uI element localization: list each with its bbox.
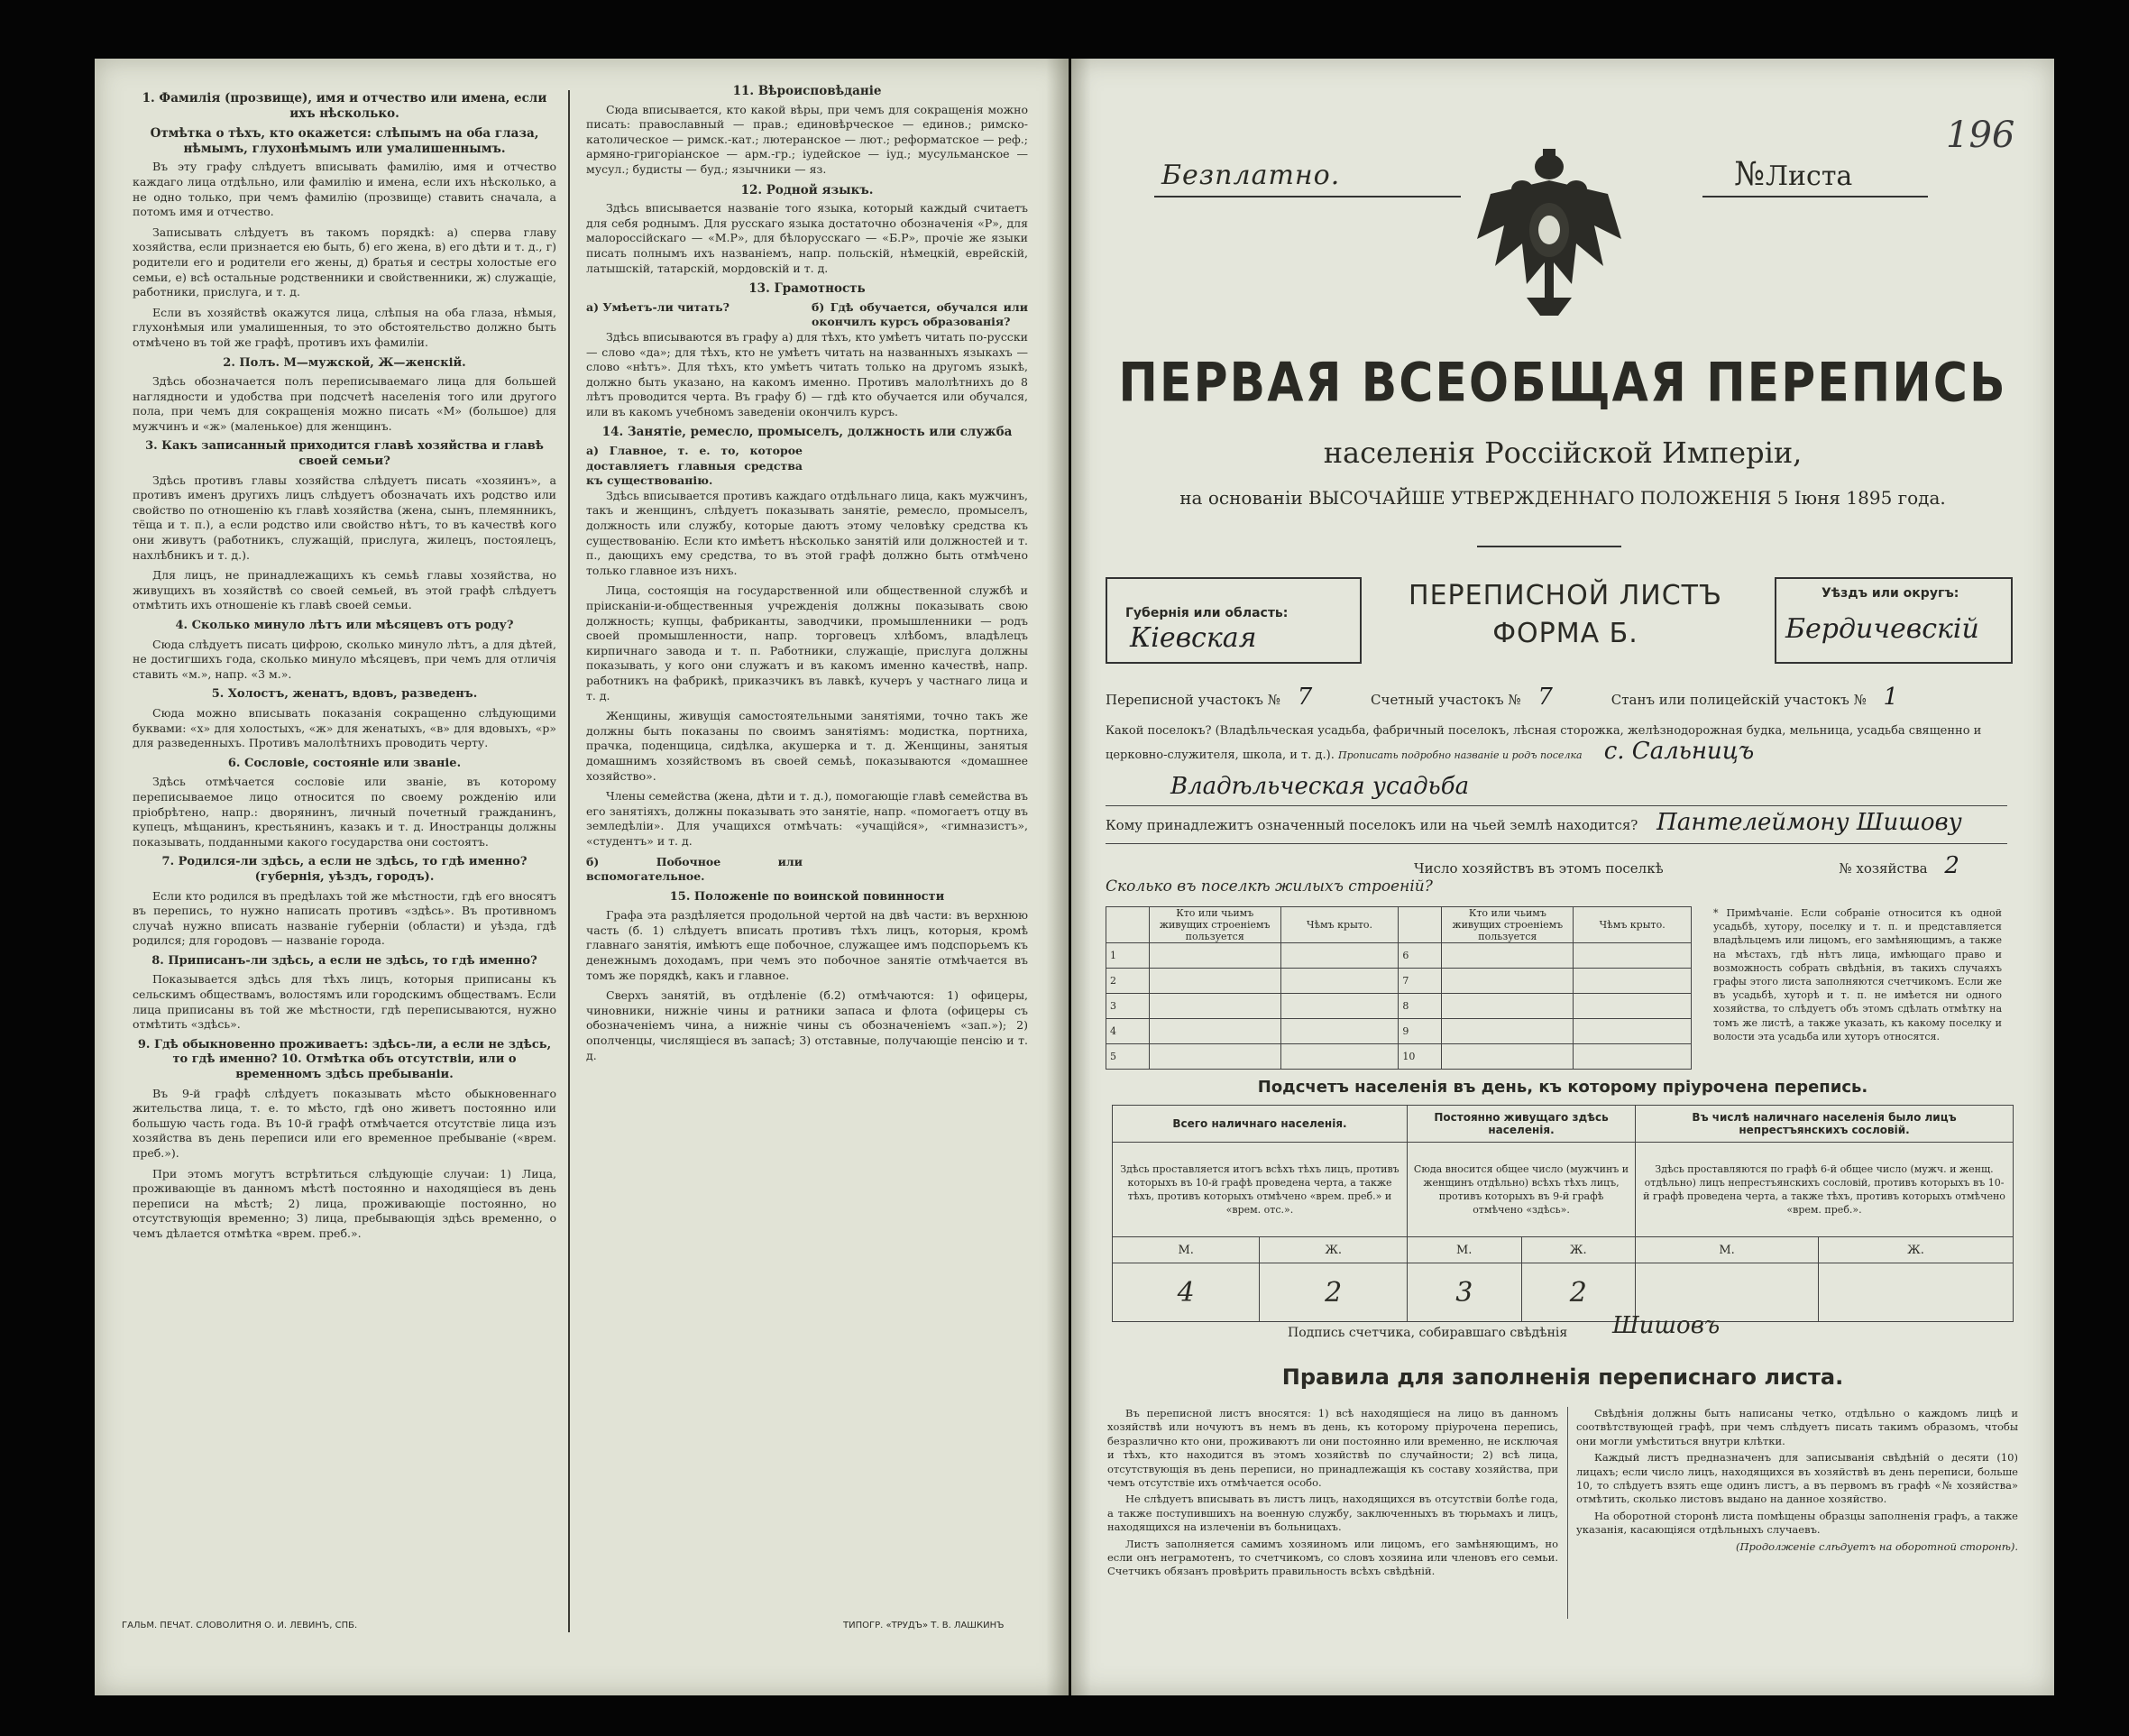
building-user xyxy=(1442,994,1574,1019)
census-form-page xyxy=(1071,59,2054,1695)
instruction-paragraph: Если въ хозяйствѣ окажутся лица, слѣпыя на оба глаза, нѣмыя, глухонѣмыя или умалишенныя, то это обстоятельство должно быть отмѣчено въ той же графѣ, противъ ихъ фамиліи. xyxy=(133,305,556,349)
rule-paragraph: На оборотной сторонѣ листа помѣщены образцы заполненія графъ, а также указанія, касающіяся отдѣльныхъ случаевъ. xyxy=(1576,1509,2018,1537)
households-count-label: Число хозяйствъ въ этомъ поселкѣ xyxy=(1414,860,1664,877)
instruction-paragraph: Сюда слѣдуетъ писать цифрою, сколько минуло лѣтъ, а для дѣтей, не достигшихъ года, сколько минуло мѣсяцевъ, при чемъ для отличія ставить «м.», напр. «3 м.». xyxy=(133,637,556,681)
rules-column-left xyxy=(1107,1407,1558,1582)
total-present-header: Всего наличнаго населенія. xyxy=(1113,1106,1408,1143)
instruction-heading: 1. Фамилія (прозвище), имя и отчество или имена, если ихъ нѣсколько. xyxy=(142,91,547,121)
instruction-paragraph: Для лицъ, не принадлежащихъ къ семьѣ главы хозяйства, но живущихъ въ хозяйствѣ со своей семьей, въ этой графѣ слѣдуетъ отмѣтить ихъ отношеніе къ главѣ своей семьи. xyxy=(133,568,556,612)
census-district-line xyxy=(1106,684,1898,711)
governorate-label: Губернія или область: xyxy=(1125,606,1289,620)
owner-line xyxy=(1106,809,1962,836)
enumerator-signature: Шишовъ xyxy=(1612,1312,1721,1339)
rules-divider xyxy=(1567,1407,1568,1619)
building-roof xyxy=(1280,943,1399,969)
sub-question-a: а) Умѣетъ-ли читать? xyxy=(586,299,730,314)
male-header: М. xyxy=(1407,1237,1521,1263)
region-header-row xyxy=(1106,577,2007,660)
building-user xyxy=(1149,1044,1280,1070)
sheet-number-label: Листа xyxy=(1766,161,1853,192)
count-district-label: Счетный участокъ № xyxy=(1371,692,1521,708)
instruction-heading: 4. Сколько минуло лѣтъ или мѣсяцевъ отъ роду? xyxy=(175,619,514,632)
building-user xyxy=(1442,1019,1574,1044)
settlement-type-note: Прописать подробно названіе и родъ поселка xyxy=(1338,749,1583,761)
police-district-label: Станъ или полицейскій участокъ № xyxy=(1611,692,1867,708)
male-header: М. xyxy=(1113,1237,1260,1263)
settlement-name-value: с. Сальницъ xyxy=(1603,738,1755,765)
building-number: 7 xyxy=(1399,969,1442,994)
census-district-label: Переписной участокъ № xyxy=(1106,692,1280,708)
building-roof xyxy=(1574,1044,1692,1070)
instruction-paragraph: Здѣсь вписывается противъ каждаго отдѣльнаго лица, какъ мужчинъ, такъ и женщинъ, слѣдуетъ показывать занятіе, ремесло, промыселъ, должность или службу, которые даютъ этому человѣку средства къ существованію. Если кто имѣетъ нѣсколько занятій или должностей и т. п., дающихъ ему средства, то въ этой графѣ должно быть отмѣчено только главное изъ нихъ. xyxy=(586,488,1028,577)
instructions-column-middle xyxy=(586,78,1028,1612)
settlement-type-label: Какой поселокъ? (Владѣльческая усадьба, фабричный поселокъ, лѣсная сторожка, желѣзнодорожная будка, мельница, усадьба священно и церковно-служителя, школа, и т. д.). xyxy=(1106,724,1982,762)
rule-paragraph: Каждый листъ предназначенъ для записыванія свѣдѣній о десяти (10) лицахъ; если число лицъ, находящихся въ хозяйствѣ въ день переписи, больше 10, то слѣдуетъ взять еще одинъ листъ, а въ первомъ въ графѣ «№ хозяйства» отмѣтить, сколько листовъ выдано на данное хозяйство. xyxy=(1576,1451,2018,1506)
permanent-residents-header: Постоянно живущаго здѣсь населенія. xyxy=(1407,1106,1635,1143)
building-roof xyxy=(1280,1019,1399,1044)
rule-paragraph: Не слѣдуетъ вписывать въ листъ лицъ, находящихся въ отсутствіи болѣе года, а также поступившихъ на военную службу, заключенныхъ въ тюрьмахъ и лицъ, находящихся на излеченіи въ больницахъ. xyxy=(1107,1493,1558,1534)
book-fold-shadow xyxy=(1046,59,1091,1695)
district-label: Уѣздъ или округъ: xyxy=(1822,586,1959,601)
buildings-table-row xyxy=(1106,994,1692,1019)
column-divider xyxy=(568,90,570,1632)
buildings-col-roof-2: Чѣмъ крыто. xyxy=(1574,907,1692,943)
female-header: Ж. xyxy=(1260,1237,1408,1263)
instruction-heading: 12. Родной языкъ. xyxy=(740,182,874,197)
owner-value: Пантелеймону Шишову xyxy=(1656,809,1962,836)
printer-imprint-left: ГАЛЬМ. ПЕЧАТ. СЛОВОЛИТНЯ О. И. ЛЕВИНЪ, СПБ. xyxy=(122,1621,358,1630)
handwritten-page-number: 196 xyxy=(1946,115,2015,156)
building-number: 1 xyxy=(1106,943,1150,969)
building-number: 9 xyxy=(1399,1019,1442,1044)
sub-question-a: а) Главное, т. е. то, которое доставляетъ главныя средства къ существованію. xyxy=(586,444,803,488)
instruction-paragraph: Сверхъ занятій, въ отдѣленіе (б.2) отмѣчаются: 1) офицеры, чиновники, нижніе чины и ратники запаса и флота (офицеры съ обозначеніемъ чина, а нижніе чины съ обозначеніемъ «зап.»); 2) ополченцы, числящіеся въ запасѣ; 3) отставные, получающіе пенсію и т. д. xyxy=(586,988,1028,1062)
rule-paragraph: Въ переписной листъ вносятся: 1) всѣ находящіеся на лицо въ данномъ хозяйствѣ или ночуютъ въ немъ въ день, къ которому пріурочена перепись, безразлично кто они, проживаютъ ли они постоянно или временно, не исключая и тѣхъ, кто находится въ этомъ хозяйствѣ по случайности; 2) всѣ лица, отсутствующія въ день переписи, но принадлежащія къ составу хозяйства, при чемъ отсутствіе ихъ отмѣчается особо. xyxy=(1107,1407,1558,1490)
instruction-paragraph: Здѣсь обозначается полъ переписываемаго лица для большей наглядности и удобства при подсчетѣ населенія того или другого пола, при чемъ для сокращенія можно писать «М» (большое) для мужчинъ и «ж» (маленькое) для женщинъ. xyxy=(133,374,556,433)
instruction-heading: 15. Положеніе по воинской повинности xyxy=(669,889,945,904)
double-headed-eagle-emblem xyxy=(1473,140,1626,320)
sub-question xyxy=(586,444,1028,489)
rule-paragraph: Свѣдѣнія должны быть написаны четко, отдѣльно о каждомъ лицѣ и соотвѣтствующей графѣ, при чемъ слѣдуетъ писать такимъ образомъ, чтобы они могли умѣститься внутри клѣтки. xyxy=(1576,1407,2018,1447)
building-roof xyxy=(1280,994,1399,1019)
rules-title: Правила для заполненія переписнаго листа. xyxy=(1281,1364,1844,1390)
buildings-col-user-2: Кто или чьимъ живущих строеніемъ пользуется xyxy=(1442,907,1574,943)
district-box xyxy=(1775,577,2013,664)
household-number-value: 2 xyxy=(1944,852,1959,879)
sheet-number-symbol: № xyxy=(1734,156,1766,193)
form-title-form: ФОРМА Б. xyxy=(1492,618,1638,649)
census-district-value: 7 xyxy=(1297,684,1313,711)
instruction-heading: 11. Вѣроисповѣданіе xyxy=(732,84,882,98)
sub-question-b xyxy=(812,855,1028,885)
instruction-heading: 6. Сословіе, состояніе или званіе. xyxy=(227,756,462,770)
household-number-label: № хозяйства xyxy=(1839,860,1928,877)
settlement-type-line xyxy=(1106,721,2016,766)
sub-question-a: б) Побочное или вспомогательное. xyxy=(586,854,803,884)
building-number: 6 xyxy=(1399,943,1442,969)
building-number: 8 xyxy=(1399,994,1442,1019)
settlement-kind-value: Владѣльческая усадьба xyxy=(1170,773,1470,800)
instruction-paragraph: Записывать слѣдуетъ въ такомъ порядкѣ: а) сперва главу хозяйства, если признается ею быть, б) его жена, в) его дѣти и т. д., г) родители его и родители его жены, д) братья и сестры холостые его семьи, е) всѣ остальные родственники и свойственники, ж) служащіе, работники, прислуга, и т. д. xyxy=(133,225,556,299)
female-header: Ж. xyxy=(1521,1237,1636,1263)
buildings-col-user: Кто или чьимъ живущих строеніемъ пользуется xyxy=(1149,907,1280,943)
building-number: 5 xyxy=(1106,1044,1150,1070)
instruction-paragraph: Показывается здѣсь для тѣхъ лицъ, которыя приписаны къ сельскимъ обществамъ, волостямъ или городскимъ обществамъ. Если лица приписаны въ той же мѣстности, гдѣ переписываются, нужно отмѣтить «здѣсь». xyxy=(133,972,556,1032)
instruction-paragraph: Сюда вписывается, кто какой вѣры, при чемъ для сокращенія можно писать: православный — прав.; единовѣрческое — единов.; римско-католическое — римск.-кат.; лютеранское — лют.; реформатское — реф.; армяно-григоріанское — арм.-гр.; іудейское — іуд.; мусульманское — муcул.; будисты — буд.; язычники — яз. xyxy=(586,102,1028,176)
rules-column-right xyxy=(1576,1407,2018,1554)
buildings-table-row xyxy=(1106,1044,1692,1070)
instruction-paragraph: Графа эта раздѣляется продольной чертой на двѣ части: въ верхнюю часть (б. 1) слѣдуетъ вписать противъ тѣхъ лицъ, которыя, кромѣ главнаго занятія, имѣютъ еще побочное, служащее имъ подспорьемъ къ денежнымъ доходамъ, при чемъ это побочное занятіе отмѣчается въ томъ же порядкѣ, какъ и главное. xyxy=(586,908,1028,982)
title-rule xyxy=(1477,546,1621,547)
instruction-paragraph: При этомъ могутъ встрѣтиться слѣдующіе случаи: 1) Лица, проживающіе въ данномъ мѣстѣ постоянно и находящіеся въ день переписи на мѣстѣ; 2) лица, проживающіе постоянно, но отсутствующія временно; 3) лица, пребывающія здѣсь временно, о чемъ дѣлается отмѣтка «врем. преб.». xyxy=(133,1166,556,1240)
building-user xyxy=(1149,943,1280,969)
instruction-heading: 5. Холостъ, женатъ, вдовъ, разведенъ. xyxy=(211,687,478,702)
form-title-sheet: ПЕРЕПИСНОЙ ЛИСТЪ xyxy=(1409,580,1722,611)
header-rule-right xyxy=(1702,196,1928,197)
building-number: 3 xyxy=(1106,994,1150,1019)
instruction-heading: 7. Родился-ли здѣсь, а если не здѣсь, то гдѣ именно? (губернія, уѣздъ, городъ). xyxy=(161,855,528,884)
instruction-paragraph: Сюда можно вписывать показанія сокращенно слѣдующими буквами: «х» для холостыхъ, «ж» для женатыхъ, «в» для вдовыхъ, «р» для разведенныхъ. Противъ малолѣтнихъ проводить черту. xyxy=(133,705,556,750)
permanent-residents-desc: Сюда вносится общее число (мужчинъ и женщинъ отдѣльно) всѣхъ тѣхъ лицъ, противъ которыхъ въ 9-й графѣ отмѣчено «здѣсь». xyxy=(1407,1143,1635,1237)
total-present-male: 4 xyxy=(1113,1263,1260,1322)
instruction-paragraph: Члены семейства (жена, дѣти и т. д.), помогающіе главѣ семейства въ его занятіяхъ, должны показывать это занятіе, напр. «помогаетъ отцу въ земледѣліи». Для учащихся отмѣчать: «учащійся», «гимназистъ», «студентъ» и т. д. xyxy=(586,789,1028,848)
instruction-heading: 3. Какъ записанный приходится главѣ хозяйства и главѣ своей семьи? xyxy=(145,439,544,469)
instruction-paragraph: Въ эту графу слѣдуетъ вписывать фамилію, имя и отчество каждаго лица отдѣльно, или фамилію и имена, если ихъ нѣсколько, а не одно только, при чемъ фамилію (прозвище) ставить сначала, а потомъ имя и отчество. xyxy=(133,160,556,219)
instruction-heading: Отмѣтка о тѣхъ, кто окажется: слѣпымъ на оба глаза, нѣмымъ, глухонѣмымъ или умалишеннымъ. xyxy=(150,126,539,156)
free-of-charge-label: Безплатно. xyxy=(1161,160,1341,191)
female-header: Ж. xyxy=(1819,1237,2014,1263)
male-header: М. xyxy=(1636,1237,1819,1263)
settlement-underline xyxy=(1106,805,2007,806)
rule-paragraph: Листъ заполняется самимъ хозяиномъ или лицомъ, его замѣняющимъ, но если онъ неграмотенъ, то счетчикомъ, со словъ хозяина или членовъ его семьи. Счетчикъ обязанъ провѣрить правильность всѣхъ свѣдѣній. xyxy=(1107,1537,1558,1578)
buildings-table-row xyxy=(1106,969,1692,994)
subtitle: населенія Россійской Имперіи, xyxy=(1323,436,1803,470)
instructions-column-left xyxy=(133,86,556,1592)
instruction-heading: 9. Гдѣ обыкновенно проживаетъ: здѣсь-ли, а если не здѣсь, то гдѣ именно? 10. Отмѣтка объ отсутствіи, или о временномъ здѣсь пребываніи. xyxy=(137,1037,552,1082)
households-line xyxy=(1414,852,1959,879)
building-roof xyxy=(1574,994,1692,1019)
buildings-table-body xyxy=(1106,943,1692,1070)
buildings-heading: Сколько въ поселкѣ жилыхъ строеній? xyxy=(1106,877,1433,896)
building-roof xyxy=(1574,943,1692,969)
building-roof xyxy=(1280,1044,1399,1070)
header-rule-left xyxy=(1154,196,1461,197)
instruction-heading: 8. Приписанъ-ли здѣсь, а если не здѣсь, то гдѣ именно? xyxy=(151,953,537,968)
non-peasant-female xyxy=(1819,1263,2014,1322)
sub-question xyxy=(586,300,1028,330)
building-user xyxy=(1442,969,1574,994)
instruction-paragraph: Здѣсь вписываются въ графу а) для тѣхъ, кто умѣетъ читать по-русски — слово «да»; для тѣхъ, кто не умѣетъ читать на названныхъ языкахъ — слово «нѣтъ». Для тѣхъ, кто умѣетъ читать только на другомъ языкѣ, должно быть указано, на какомъ именно. Противъ малолѣтнихъ до 8 лѣтъ проводится черта. Въ графу б) — гдѣ кто обучается или обучался, или въ какомъ учебномъ заведеніи окончилъ курсъ. xyxy=(586,329,1028,418)
instruction-paragraph: Въ 9-й графѣ слѣдуетъ показывать мѣсто обыкновеннаго жительства лица, т. е. то мѣсто, гдѣ оно живетъ постоянно или большую часть года. Въ 10-й графѣ отмѣчается отсутствіе лица изъ хозяйства въ день переписи или его временное пребываніе («врем. преб.»). xyxy=(133,1086,556,1160)
instruction-paragraph: Если кто родился въ предѣлахъ той же мѣстности, гдѣ его вносятъ въ перепись, то нужно написать противъ «здѣсь». Въ противномъ случаѣ нужно вписать названіе губерніи (области) и уѣзда, гдѣ родился; для городовъ — названіе города. xyxy=(133,888,556,948)
non-peasant-header: Въ числѣ наличнаго населенія было лицъ непрестъянскихъ сословій. xyxy=(1636,1106,2014,1143)
total-present-desc: Здѣсь проставляется итогъ всѣхъ тѣхъ лицъ, противъ которыхъ въ 10-й графѣ проведена черта, а также тѣхъ, противъ которыхъ отмѣчено «врем. преб.» и «врем. отс.». xyxy=(1113,1143,1408,1237)
building-number: 4 xyxy=(1106,1019,1150,1044)
building-roof xyxy=(1574,1019,1692,1044)
left-page xyxy=(95,59,1069,1695)
total-present-female: 2 xyxy=(1260,1263,1408,1322)
building-roof xyxy=(1280,969,1399,994)
buildings-table xyxy=(1106,906,1692,1070)
building-user xyxy=(1149,1019,1280,1044)
form-title xyxy=(1358,577,1773,653)
building-number: 2 xyxy=(1106,969,1150,994)
buildings-table-row xyxy=(1106,1019,1692,1044)
sub-question-b: б) Гдѣ обучается, обучался или окончилъ курсъ образованія? xyxy=(812,299,1028,329)
population-count-table xyxy=(1112,1105,2014,1322)
instruction-paragraph: Здѣсь противъ главы хозяйства слѣдуетъ писать «хозяинъ», а противъ именъ другихъ лицъ слѣдуетъ обозначать ихъ родство или свойство по отношенію къ главѣ хозяйства (жена, сынъ, племянникъ, тёща и т. п.), а если родство или свойство нѣтъ, то въ качествѣ кого они живутъ (работникъ, служащій, прислуга, жилецъ, постоялецъ, нахлѣбникъ и т. д.). xyxy=(133,473,556,562)
permanent-male: 3 xyxy=(1407,1263,1521,1322)
building-user xyxy=(1442,1044,1574,1070)
instruction-heading: 2. Полъ. М—мужской, Ж—женскій. xyxy=(223,355,466,370)
printer-imprint-right: ТИПОГР. «ТРУДЪ» Т. В. ЛАШКИНЪ xyxy=(843,1621,1005,1630)
instruction-paragraph: Женщины, живущія самостоятельными занятіями, точно такъ же должны быть показаны по своимъ занятіямъ: модистка, портниха, прачка, поденщица, сидѣлка, акушерка и т. д. Женщины, занятыя домашнимъ хозяйствомъ въ своей семьѣ, показываются «домашнее хозяйство». xyxy=(586,709,1028,783)
continued-note: (Продолженіе слѣдуетъ на оборотной сторонѣ). xyxy=(1736,1539,2018,1553)
buildings-col-roof: Чѣмъ крыто. xyxy=(1280,907,1399,943)
enumerator-signature-label: Подпись счетчика, собиравшаго свѣдѣнія xyxy=(1288,1326,1568,1340)
buildings-table-row xyxy=(1106,943,1692,969)
sub-question-b xyxy=(812,444,1028,489)
building-user xyxy=(1149,969,1280,994)
police-district-value: 1 xyxy=(1883,684,1899,711)
permanent-female: 2 xyxy=(1521,1263,1636,1322)
settlement-kind-line xyxy=(1170,773,1469,800)
count-district-value: 7 xyxy=(1537,684,1553,711)
building-user xyxy=(1149,994,1280,1019)
building-number: 10 xyxy=(1399,1044,1442,1070)
main-title: ПЕРВАЯ ВСЕОБЩАЯ ПЕРЕПИСЬ xyxy=(1118,352,2007,415)
owner-label: Кому принадлежитъ означенный поселокъ или на чьей землѣ находится? xyxy=(1106,817,1638,833)
governorate-value: Кіевская xyxy=(1130,622,1257,654)
owner-underline xyxy=(1106,843,2007,844)
legal-basis: на основаніи ВЫСОЧАЙШЕ УТВЕРЖДЕННАГО ПОЛОЖЕНІЯ 5 Іюня 1895 года. xyxy=(1179,487,1946,509)
non-peasant-desc: Здѣсь проставляются по графѣ 6-й общее число (мужч. и женщ. отдѣльно) лицъ непрестъянскихъ сословій, противъ которыхъ въ 10-й графѣ проведена черта, а также тѣхъ, противъ которыхъ отмѣчено «врем. преб.». xyxy=(1636,1143,2014,1237)
building-roof xyxy=(1574,969,1692,994)
population-count-title: Подсчетъ населенія въ день, къ которому пріурочена перепись. xyxy=(1257,1078,1868,1097)
footnote: * Примѣчаніе. Если собраніе относится къ одной усадьбѣ, хутору, поселку и т. п. и представляется владѣльцемъ или лицомъ, его замѣняющимъ, а также на мѣстахъ, гдѣ нѣтъ лица, имѣющаго право и возможность собрать свѣдѣнія, въ такихъ случаяхъ графы этого листа заполняются счетчикомъ. Если же въ усадьбѣ, хуторѣ и т. п. не имѣется ни одного хозяйства, то слѣдуетъ объ этомъ сдѣлать отмѣтку на томъ же листѣ, а также указать, къ какому поселку и волости эта усадьба или хуторъ относятся. xyxy=(1713,907,2002,1043)
governorate-box xyxy=(1106,577,1362,664)
instruction-paragraph: Здѣсь вписывается названіе того языка, который каждый считаетъ для себя роднымъ. Для русскаго языка достаточно обозначенія «Р», для малороссійскаго — «М.Р», для бѣлорусскаго — «Б.Р», прочіе же языки писать полнымъ ихъ названіемъ, напр. польскій, нѣмецкій, еврейскій, латышскій, татарскій, мордовскій и т. д. xyxy=(586,201,1028,275)
district-value: Бердичевскій xyxy=(1785,613,1979,645)
instruction-heading: 13. Грамотность xyxy=(748,281,866,297)
sub-question xyxy=(586,855,1028,885)
instruction-heading: 14. Занятіе, ремесло, промыселъ, должность или служба xyxy=(601,425,1013,440)
instruction-paragraph: Здѣсь отмѣчается сословіе или званіе, въ которому переписываемое лицо относится по своему рожденію или пріобрѣтено, напр.: дворянинъ, личный почетный гражданинъ, купецъ, мѣщанинъ, крестьянинъ, казакъ и т. д. Иностранцы должны показывать, подданными какого государства они состоятъ. xyxy=(133,775,556,849)
instruction-paragraph: Лица, состоящія на государственной или общественной службѣ и пріисканіи-и-общественныя учрежденія должны показывать свою должность; купцы, фабриканты, заводчики, промышленники — родъ своей промышленности, напр. торговецъ хлѣбомъ, владѣлецъ кирпичнаго завода и т. п. Работники, служащіе, прислуга должны показывать, у кого они служатъ и въ какомъ именно качествѣ, напр. работникъ на фабрикѣ, приказчикъ въ лавкѣ, кучеръ у частнаго лица и т. д. xyxy=(586,583,1028,703)
building-user xyxy=(1442,943,1574,969)
